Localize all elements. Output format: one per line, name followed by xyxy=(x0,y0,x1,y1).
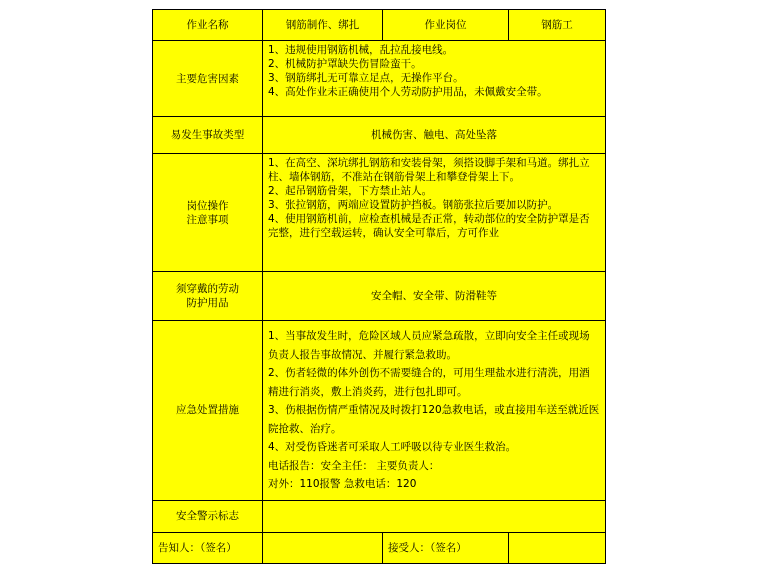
phone-numbers-line: 对外：110报警 急救电话：120 xyxy=(268,478,417,490)
hazards-label: 主要危害因素 xyxy=(153,41,263,117)
precautions-row xyxy=(153,154,606,272)
emergency-list xyxy=(263,321,606,501)
receiver-signature: 接受人：（签名） xyxy=(383,532,509,563)
emergency-item: 4、对受伤昏迷者可采取人工呼吸以待专业医生救治。 xyxy=(268,441,517,453)
accidents-row xyxy=(153,117,606,154)
accidents-value: 机械伤害、触电、高处坠落 xyxy=(263,117,606,154)
hazards-list xyxy=(263,41,606,117)
precautions-label xyxy=(153,154,263,272)
signs-row xyxy=(153,500,606,532)
ppe-label-line1: 须穿戴的劳动 xyxy=(176,283,239,295)
emergency-label: 应急处置措施 xyxy=(153,321,263,501)
ppe-value: 安全帽、安全带、防滑鞋等 xyxy=(263,272,606,321)
emergency-item: 3、伤根据伤情严重情况及时拨打120急救电话，或直接用车送至就近医院抢救、治疗。 xyxy=(268,404,600,435)
hazard-item: 4、高处作业未正确使用个人劳动防护用品，未佩戴安全带。 xyxy=(268,86,548,98)
emergency-row xyxy=(153,321,606,501)
informer-signature-blank xyxy=(263,532,383,563)
informer-signature: 告知人：（签名） xyxy=(153,532,263,563)
header-row xyxy=(153,10,606,41)
ppe-row xyxy=(153,272,606,321)
precaution-item: 2、起吊钢筋骨架，下方禁止站人。 xyxy=(268,185,433,197)
ppe-label-line2: 防护用品 xyxy=(186,297,229,309)
signs-value xyxy=(263,500,606,532)
precaution-item: 4、使用钢筋机前，应检查机械是否正常，转动部位的安全防护罩是否完整，进行空载运转，确认安全可靠后，方可作业 xyxy=(268,213,590,239)
hazards-row xyxy=(153,41,606,117)
emergency-item: 2、伤者轻微的体外创伤不需要缝合的，可用生理盐水进行清洗，用酒精进行消炎，敷上消炎药，进行包扎即可。 xyxy=(268,367,590,398)
job-name-value: 钢筋制作、绑扎 xyxy=(263,10,383,41)
hazard-item: 1、违规使用钢筋机械，乱拉乱接电线。 xyxy=(268,44,454,56)
signs-label: 安全警示标志 xyxy=(153,500,263,532)
hazard-item: 2、机械防护罩缺失伤冒险蛮干。 xyxy=(268,58,422,70)
accidents-label: 易发生事故类型 xyxy=(153,117,263,154)
precautions-label-line2: 注意事项 xyxy=(186,213,229,226)
hazard-item: 3、钢筋绑扎无可靠立足点，无操作平台。 xyxy=(268,72,464,84)
precautions-list xyxy=(263,154,606,272)
precaution-item: 3、张拉钢筋，两端应设置防护挡板。钢筋张拉后要加以防护。 xyxy=(268,199,559,211)
emergency-item: 1、当事故发生时，危险区域人员应紧急疏散，立即向安全主任或现场负责人报告事故情况、并履行紧急救助。 xyxy=(268,330,590,361)
job-name-label: 作业名称 xyxy=(153,10,263,41)
signature-row xyxy=(153,532,606,563)
ppe-label xyxy=(153,272,263,321)
post-label: 作业岗位 xyxy=(383,10,509,41)
phone-report-line: 电话报告：安全主任： 主要负责人： xyxy=(268,459,440,472)
precautions-label-line1: 岗位操作 xyxy=(186,199,229,212)
receiver-signature-blank xyxy=(509,532,606,563)
post-value: 钢筋工 xyxy=(509,10,606,41)
safety-notice-card xyxy=(152,9,606,564)
precaution-item: 1、在高空、深坑绑扎钢筋和安装骨架，须搭设脚手架和马道。绑扎立柱、墙体钢筋，不准站在钢筋骨架上和攀登骨架上下。 xyxy=(268,157,590,183)
